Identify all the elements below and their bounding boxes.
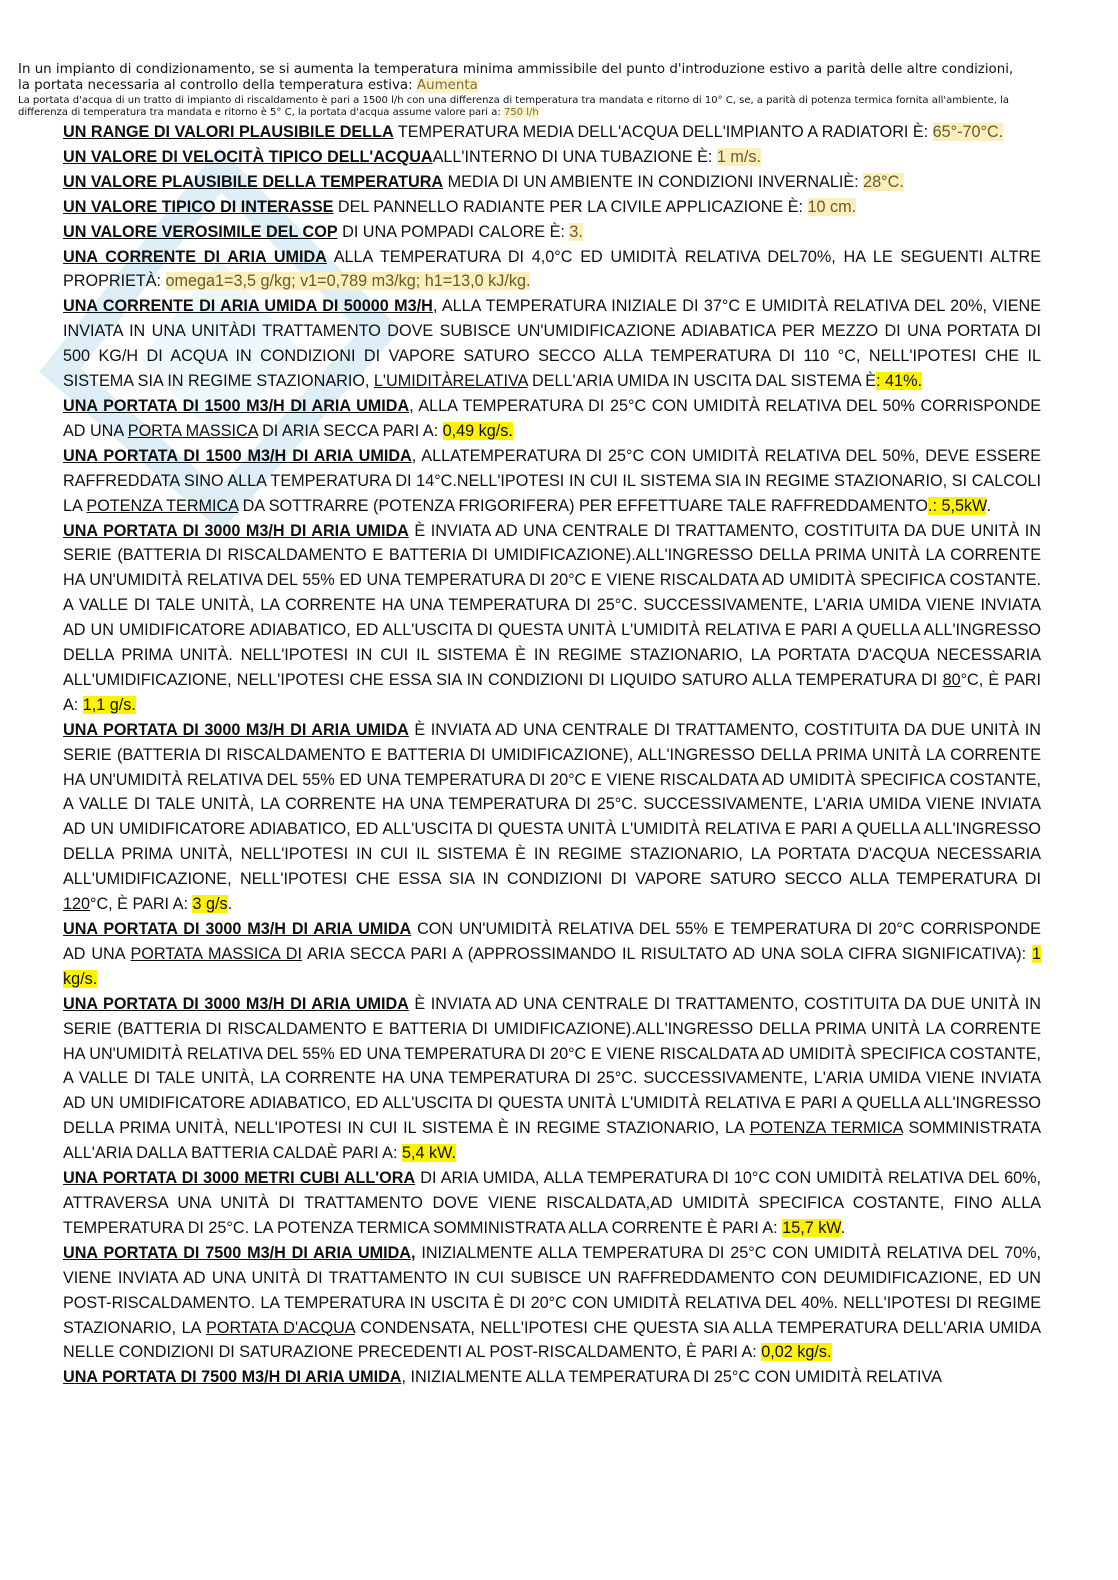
question-item — [63, 444, 1041, 519]
question-answer: 0,02 kg/s. — [761, 1343, 832, 1362]
question-text: TEMPERATURA MEDIA DELL'ACQUA DELL'IMPIANTO A RADIATORI È: — [393, 123, 933, 141]
question-text: DELL'ARIA UMIDA IN USCITA DAL SISTEMA È — [527, 372, 877, 391]
question-keyword: UNA PORTATA DI 3000 M3/H DI ARIA UMIDA — [63, 994, 409, 1013]
header-question-1: In un impianto di condizionamento, se si aumenta la temperatura minima ammissibile del punto d'introduzione estivo a parità delle altre condizioni, la portata necessaria al controllo della temperatura estiva: Aumenta — [18, 62, 1014, 93]
question-underlined: PORTA MASSICA — [127, 421, 258, 440]
question-keyword: UN RANGE DI VALORI PLAUSIBILE DELLA — [63, 123, 394, 141]
question-answer: 28°C. — [863, 172, 904, 191]
question-text: , ALLATEMPERATURA DI 25°C CON UMIDITÀ RELATIVA DEL 50%, DEVE ESSERE RAFFREDDATA SINO ALLA TEMPERATURA DI 14°C.NELL'IPOTESI IN CUI IL SISTEMA SIA IN REGIME STAZIONARIO, SI CALCOLI LA — [63, 446, 1041, 515]
question-answer: 0,49 kg/s. — [442, 421, 513, 440]
question-text: ARIA SECCA PARI A (APPROSSIMANDO IL RISULTATO AD UNA SOLA CIFRA SIGNIFICATIVA): — [302, 944, 1032, 963]
question-text: INIZIALMENTE ALLA TEMPERATURA DI 25°C CON UMIDITÀ RELATIVA DEL 70%, VIENE INVIATA AD UNA UNITÀ DI TRATTAMENTO IN CUI SUBISCE UN RAFFREDDAMENTO CON DEUMIDIFICAZIONE, ED UN POST-RISCALDAMENTO. LA TEMPERATURA IN USCITA È DI 20°C CON UMIDITÀ RELATIVA DEL 40%. NELL'IPOTESI DI REGIME STAZIONARIO, LA — [63, 1243, 1041, 1337]
question-item — [63, 245, 1041, 295]
question-keyword: UNA PORTATA DI 7500 M3/H DI ARIA UMIDA, — [63, 1243, 416, 1262]
question-keyword: UNA CORRENTE DI ARIA UMIDA DI 50000 M3/H — [63, 297, 433, 316]
question-keyword: UN VALORE PLAUSIBILE DELLA TEMPERATURA — [63, 172, 444, 191]
question-item — [63, 1365, 1041, 1390]
question-item — [63, 220, 1041, 245]
question-item — [63, 992, 1041, 1166]
question-text: DI ARIA SECCA PARI A: — [257, 421, 443, 440]
question-item — [63, 294, 1041, 394]
question-keyword: UNA PORTATA DI 7500 M3/H DI ARIA UMIDA — [63, 1368, 402, 1387]
question-item — [63, 195, 1041, 220]
header-question-2: La portata d'acqua di un tratto di impianto di riscaldamento è pari a 1500 l/h con una differenza di temperatura tra mandata e ritorno di 10° C, se, a parità di potenza termica fornita all'ambiente, la differenza di temperatura tra mandata e ritorno è 5° C, la portata d'acqua assume valore pari a: 750 l/h — [18, 95, 1009, 118]
question-item — [63, 394, 1041, 444]
question-text: . — [840, 1218, 846, 1237]
question-answer: .: 5,5kW — [927, 496, 987, 515]
question-item — [63, 120, 1041, 145]
question-keyword: UNA PORTATA DI 3000 M3/H DI ARIA UMIDA — [63, 920, 412, 938]
question-underlined: 120 — [63, 895, 91, 914]
question-text: DI UNA POMPADI CALORE È: — [337, 222, 570, 241]
question-text: . — [986, 496, 991, 515]
question-answer: 1,1 g/s. — [82, 695, 136, 714]
header-answer-1: Aumenta — [416, 77, 478, 93]
question-text: CON UN'UMIDITÀ RELATIVA DEL 55% E TEMPERATURA DI 20°C CORRISPONDE AD UNA — [63, 920, 1041, 963]
question-text: MEDIA DI UN AMBIENTE IN CONDIZIONI INVERNALIÈ: — [443, 172, 864, 191]
question-text: °C, È PARI A: — [90, 895, 193, 914]
question-text: . — [227, 895, 233, 914]
question-keyword: UNA PORTATA DI 3000 M3/H DI ARIA UMIDA — [63, 720, 409, 739]
header-notes — [18, 62, 1028, 118]
question-text: CONDENSATA, NELL'IPOTESI CHE QUESTA SIA ALLA TEMPERATURA DELL'ARIA UMIDA NELLE CONDIZIONI DI SATURAZIONE PRECEDENTI AL POST-RISCALDAMENTO, È PARI A: — [63, 1318, 1041, 1362]
question-item — [63, 718, 1041, 917]
question-answer: : 41%. — [876, 372, 922, 391]
question-keyword: UN VALORE VEROSIMILE DEL COP — [63, 222, 338, 241]
question-text: SOMMINISTRATA ALL'ARIA DALLA BATTERIA CALDAÈ PARI A: — [63, 1119, 1042, 1163]
question-text: È INVIATA AD UNA CENTRALE DI TRATTAMENTO, COSTITUITA DA DUE UNITÀ IN SERIE (BATTERIA DI RISCALDAMENTO E BATTERIA DI UMIDIFICAZIONE).ALL'INGRESSO DELLA PRIMA UNITÀ LA CORRENTE HA UN'UMIDITÀ RELATIVA DEL 55% ED UNA TEMPERATURA DI 20°C E VIENE RISCALDATA AD UMIDITÀ SPECIFICA COSTANTE. A VALLE DI TALE UNITÀ, LA CORRENTE HA UNA TEMPERATURA DI 25°C. SUCCESSIVAMENTE, L'ARIA UMIDA VIENE INVIATA AD UN UMIDIFICATORE ADIABATICO, ED ALL'USCITA DI QUESTA UNITÀ L'UMIDITÀ RELATIVA E PARI A QUELLA ALL'INGRESSO DELLA PRIMA UNITÀ. NELL'IPOTESI IN CUI IL SISTEMA È IN REGIME STAZIONARIO, LA PORTATA D'ACQUA NECESSARIA ALL'UMIDIFICAZIONE, NELL'IPOTESI CHE ESSA SIA IN CONDIZIONI DI LIQUIDO SATURO ALLA TEMPERATURA DI — [63, 521, 1041, 689]
question-text: , ALLA TEMPERATURA INIZIALE DI 37°C E UMIDITÀ RELATIVA DEL 20%, VIENE INVIATA IN UNA UNITÀDI TRATTAMENTO DOVE SUBISCE UN'UMIDIFICAZIONE ADIABATICA PER MEZZO DI UNA PORTATA DI 500 KG/H DI ACQUA IN CONDIZIONI DI VAPORE SATURO SECCO ALLA TEMPERATURA DI 110 °C, NELL'IPOTESI CHE IL SISTEMA SIA IN REGIME STAZIONARIO, — [63, 297, 1041, 391]
question-keyword: UNA PORTATA DI 1500 M3/H DI ARIA UMIDA — [63, 446, 412, 465]
question-underlined: POTENZA TERMICA — [749, 1119, 903, 1138]
question-text: , ALLA TEMPERATURA DI 25°C CON UMIDITÀ RELATIVA DEL 50% CORRISPONDE AD UNA — [63, 396, 1041, 440]
question-answer: 3 g/s — [192, 895, 228, 914]
question-keyword: UN VALORE TIPICO DI INTERASSE — [63, 197, 334, 216]
question-text: DI ARIA UMIDA, ALLA TEMPERATURA DI 10°C CON UMIDITÀ RELATIVA DEL 60%, ATTRAVERSA UNA UNITÀ DI TRATTAMENTO DOVE VIENE RISCALDATA,AD UMIDITÀ SPECIFICA COSTANTE, FINO ALLA TEMPERATURA DI 25°C. LA POTENZA TERMICA SOMMINISTRATA ALLA CORRENTE È PARI A: — [63, 1169, 1041, 1237]
question-text: °C, È PARI A: — [63, 670, 1041, 714]
question-underlined: POTENZA TERMICA — [86, 496, 239, 515]
question-keyword: UNA PORTATA DI 3000 M3/H DI ARIA UMIDA — [63, 521, 409, 540]
question-text: DA SOTTRARRE (POTENZA FRIGORIFERA) PER EFFETTUARE TALE RAFFREDDAMENTO — [238, 496, 928, 515]
header-answer-2: 750 l/h — [503, 106, 539, 118]
question-keyword: UNA CORRENTE DI ARIA UMIDA — [63, 247, 327, 266]
question-text: È INVIATA AD UNA CENTRALE DI TRATTAMENTO, COSTITUITA DA DUE UNITÀ IN SERIE (BATTERIA DI RISCALDAMENTO E BATTERIA DI UMIDIFICAZIONE).ALL'INGRESSO DELLA PRIMA UNITÀ LA CORRENTE HA UN'UMIDITÀ RELATIVA DEL 55% ED UNA TEMPERATURA DI 20°C E VIENE RISCALDATA AD UMIDITÀ SPECIFICA COSTANTE, A VALLE DI TALE UNITÀ, LA CORRENTE HA UNA TEMPERATURA DI 25°C. SUCCESSIVAMENTE, L'ARIA UMIDA VIENE INVIATA AD UN UMIDIFICATORE ADIABATICO, ED ALL'USCITA DI QUESTA UNITÀ L'UMIDITÀ RELATIVA E PARI A QUELLA ALL'INGRESSO DELLA PRIMA UNITÀ, NELL'IPOTESI IN CUI IL SISTEMA È IN REGIME STAZIONARIO, LA — [63, 994, 1041, 1138]
question-underlined: 80 — [942, 670, 961, 689]
question-answer: 65°-70°C. — [932, 123, 1004, 141]
question-item — [63, 917, 1041, 992]
question-answer: 1 m/s. — [716, 147, 761, 166]
question-list — [63, 120, 1041, 1390]
question-underlined: L'UMIDITÀRELATIVA — [373, 372, 528, 391]
question-item — [63, 1166, 1041, 1241]
question-text: ALL'INTERNO DI UNA TUBAZIONE È: — [432, 147, 717, 166]
question-answer: 15,7 kW — [782, 1218, 841, 1237]
question-text: , INIZIALMENTE ALLA TEMPERATURA DI 25°C CON UMIDITÀ RELATIVA — [401, 1368, 942, 1387]
question-keyword: UNA PORTATA DI 3000 METRI CUBI ALL'ORA — [63, 1169, 416, 1188]
question-answer: 5,4 kW. — [401, 1144, 456, 1163]
question-text: DEL PANNELLO RADIANTE PER LA CIVILE APPLICAZIONE È: — [333, 197, 808, 216]
question-keyword: UN VALORE DI VELOCITÀ TIPICO DELL'ACQUA — [63, 147, 433, 166]
question-answer: omega1=3,5 g/kg; v1=0,789 m3/kg; h1=13,0 kJ/kg. — [165, 272, 531, 291]
question-underlined: PORTATA MASSICA DI — [130, 944, 302, 963]
question-underlined: PORTATA D'ACQUA — [206, 1318, 355, 1337]
question-answer: 1 kg/s. — [63, 944, 1042, 988]
question-text: È INVIATA AD UNA CENTRALE DI TRATTAMENTO, COSTITUITA DA DUE UNITÀ IN SERIE (BATTERIA DI RISCALDAMENTO E BATTERIA DI UMIDIFICAZIONE), ALL'INGRESSO DELLA PRIMA UNITÀ LA CORRENTE HA UN'UMIDITÀ RELATIVA DEL 55% ED UNA TEMPERATURA DI 20°C E VIENE RISCALDATA AD UMIDITÀ SPECIFICA COSTANTE, A VALLE DI TALE UNITÀ, LA CORRENTE HA UNA TEMPERATURA DI 25°C. SUCCESSIVAMENTE, L'ARIA UMIDA VIENE INVIATA AD UN UMIDIFICATORE ADIABATICO, ED ALL'USCITA DI QUESTA UNITÀ L'UMIDITÀ RELATIVA E PARI A QUELLA ALL'INGRESSO DELLA PRIMA UNITÀ, NELL'IPOTESI IN CUI IL SISTEMA È IN REGIME STAZIONARIO, LA PORTATA D'ACQUA NECESSARIA ALL'UMIDIFICAZIONE, NELL'IPOTESI CHE ESSA SIA IN CONDIZIONI DI VAPORE SATURO SECCO ALLA TEMPERATURA DI — [63, 720, 1041, 889]
question-item — [63, 170, 1041, 195]
question-answer: 10 cm. — [807, 197, 857, 216]
question-keyword: UNA PORTATA DI 1500 M3/H DI ARIA UMIDA — [63, 396, 410, 415]
question-answer: 3. — [569, 222, 583, 241]
question-item — [63, 1241, 1041, 1366]
question-text: ALLA TEMPERATURA DI 4,0°C ED UMIDITÀ RELATIVA DEL70%, HA LE SEGUENTI ALTRE PROPRIETÀ: — [63, 247, 1041, 291]
question-item — [63, 519, 1041, 718]
question-item — [63, 145, 1041, 170]
